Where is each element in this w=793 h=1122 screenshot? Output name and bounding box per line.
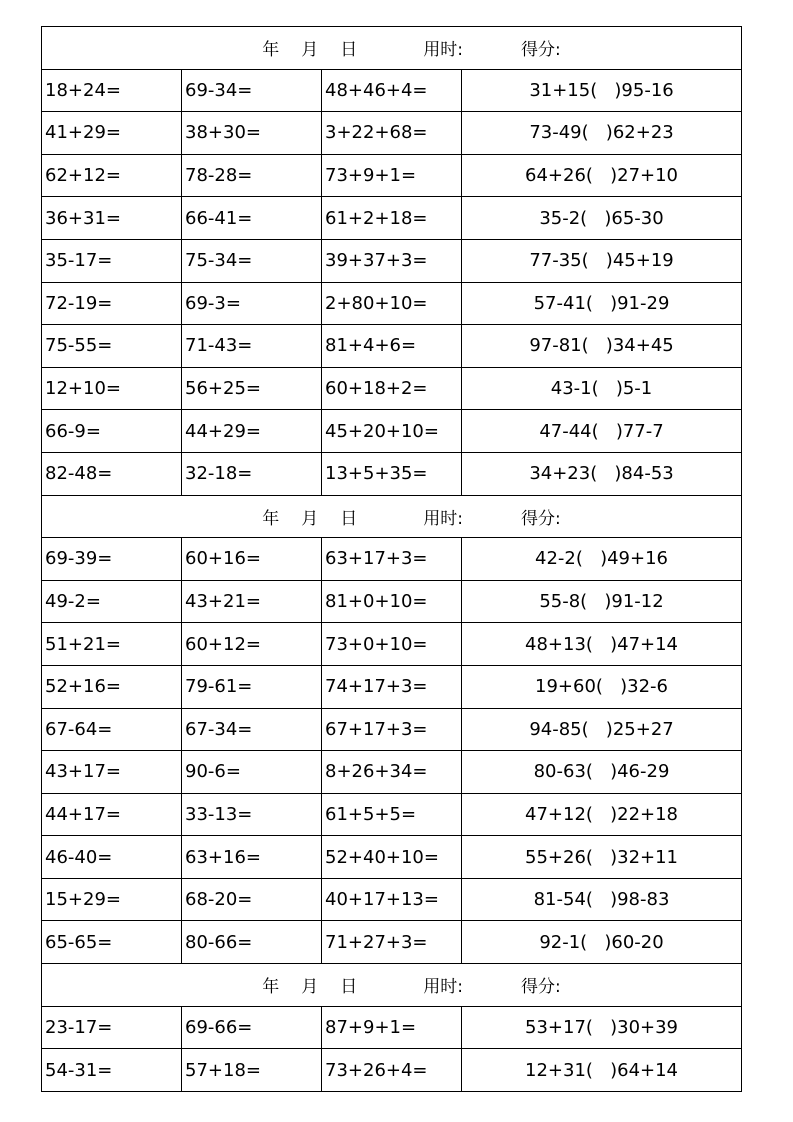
comparison-problem: 35-2( )65-30 bbox=[462, 197, 742, 240]
arithmetic-problem: 69-34= bbox=[182, 69, 322, 112]
header-labels bbox=[262, 35, 560, 60]
arithmetic-problem: 3+22+68= bbox=[322, 112, 462, 155]
arithmetic-problem: 60+16= bbox=[182, 538, 322, 581]
comparison-problem: 53+17( )30+39 bbox=[462, 1006, 742, 1049]
arithmetic-problem: 36+31= bbox=[42, 197, 182, 240]
arithmetic-problem: 43+17= bbox=[42, 751, 182, 794]
arithmetic-problem: 81+4+6= bbox=[322, 325, 462, 368]
arithmetic-problem: 73+0+10= bbox=[322, 623, 462, 666]
date-day-label: 日 bbox=[340, 508, 358, 529]
problem-row bbox=[42, 154, 742, 197]
arithmetic-problem: 74+17+3= bbox=[322, 665, 462, 708]
section-header-row bbox=[42, 27, 742, 70]
time-used-label: 用时: bbox=[423, 508, 464, 529]
date-day-label: 日 bbox=[340, 40, 358, 61]
comparison-problem: 55-8( )91-12 bbox=[462, 580, 742, 623]
problem-row bbox=[42, 708, 742, 751]
arithmetic-problem: 69-39= bbox=[42, 538, 182, 581]
date-month-label: 月 bbox=[301, 977, 319, 998]
worksheet-table bbox=[41, 26, 742, 1092]
arithmetic-problem: 51+21= bbox=[42, 623, 182, 666]
comparison-problem: 94-85( )25+27 bbox=[462, 708, 742, 751]
arithmetic-problem: 60+18+2= bbox=[322, 367, 462, 410]
arithmetic-problem: 39+37+3= bbox=[322, 239, 462, 282]
problem-row bbox=[42, 452, 742, 495]
comparison-problem: 80-63( )46-29 bbox=[462, 751, 742, 794]
comparison-problem: 31+15( )95-16 bbox=[462, 69, 742, 112]
arithmetic-problem: 41+29= bbox=[42, 112, 182, 155]
problem-row bbox=[42, 878, 742, 921]
arithmetic-problem: 66-41= bbox=[182, 197, 322, 240]
arithmetic-problem: 72-19= bbox=[42, 282, 182, 325]
problem-row bbox=[42, 793, 742, 836]
problem-row bbox=[42, 1049, 742, 1092]
arithmetic-problem: 52+40+10= bbox=[322, 836, 462, 879]
arithmetic-problem: 80-66= bbox=[182, 921, 322, 964]
arithmetic-problem: 69-66= bbox=[182, 1006, 322, 1049]
comparison-problem: 77-35( )45+19 bbox=[462, 239, 742, 282]
arithmetic-problem: 15+29= bbox=[42, 878, 182, 921]
time-used-label: 用时: bbox=[423, 977, 464, 998]
arithmetic-problem: 12+10= bbox=[42, 367, 182, 410]
arithmetic-problem: 67-34= bbox=[182, 708, 322, 751]
section-header bbox=[42, 964, 742, 1007]
problem-row bbox=[42, 239, 742, 282]
section-header bbox=[42, 27, 742, 70]
problem-row bbox=[42, 751, 742, 794]
arithmetic-problem: 2+80+10= bbox=[322, 282, 462, 325]
time-used-label: 用时: bbox=[423, 40, 464, 61]
comparison-problem: 19+60( )32-6 bbox=[462, 665, 742, 708]
arithmetic-problem: 18+24= bbox=[42, 69, 182, 112]
comparison-problem: 42-2( )49+16 bbox=[462, 538, 742, 581]
arithmetic-problem: 73+26+4= bbox=[322, 1049, 462, 1092]
arithmetic-problem: 75-34= bbox=[182, 239, 322, 282]
arithmetic-problem: 65-65= bbox=[42, 921, 182, 964]
arithmetic-problem: 71-43= bbox=[182, 325, 322, 368]
date-month-label: 月 bbox=[301, 508, 319, 529]
comparison-problem: 12+31( )64+14 bbox=[462, 1049, 742, 1092]
arithmetic-problem: 73+9+1= bbox=[322, 154, 462, 197]
arithmetic-problem: 35-17= bbox=[42, 239, 182, 282]
arithmetic-problem: 67+17+3= bbox=[322, 708, 462, 751]
arithmetic-problem: 38+30= bbox=[182, 112, 322, 155]
problem-row bbox=[42, 69, 742, 112]
arithmetic-problem: 32-18= bbox=[182, 452, 322, 495]
arithmetic-problem: 87+9+1= bbox=[322, 1006, 462, 1049]
arithmetic-problem: 63+16= bbox=[182, 836, 322, 879]
arithmetic-problem: 62+12= bbox=[42, 154, 182, 197]
problem-row bbox=[42, 623, 742, 666]
arithmetic-problem: 46-40= bbox=[42, 836, 182, 879]
comparison-problem: 55+26( )32+11 bbox=[462, 836, 742, 879]
arithmetic-problem: 78-28= bbox=[182, 154, 322, 197]
date-day-label: 日 bbox=[340, 977, 358, 998]
arithmetic-problem: 23-17= bbox=[42, 1006, 182, 1049]
arithmetic-problem: 49-2= bbox=[42, 580, 182, 623]
problem-row bbox=[42, 538, 742, 581]
arithmetic-problem: 71+27+3= bbox=[322, 921, 462, 964]
arithmetic-problem: 63+17+3= bbox=[322, 538, 462, 581]
arithmetic-problem: 13+5+35= bbox=[322, 452, 462, 495]
comparison-problem: 92-1( )60-20 bbox=[462, 921, 742, 964]
comparison-problem: 34+23( )84-53 bbox=[462, 452, 742, 495]
score-label: 得分: bbox=[521, 977, 561, 998]
problem-row bbox=[42, 1006, 742, 1049]
arithmetic-problem: 54-31= bbox=[42, 1049, 182, 1092]
comparison-problem: 47+12( )22+18 bbox=[462, 793, 742, 836]
date-year-label: 年 bbox=[262, 508, 280, 529]
comparison-problem: 47-44( )77-7 bbox=[462, 410, 742, 453]
problem-row bbox=[42, 282, 742, 325]
comparison-problem: 97-81( )34+45 bbox=[462, 325, 742, 368]
arithmetic-problem: 43+21= bbox=[182, 580, 322, 623]
arithmetic-problem: 57+18= bbox=[182, 1049, 322, 1092]
arithmetic-problem: 44+17= bbox=[42, 793, 182, 836]
score-label: 得分: bbox=[521, 508, 561, 529]
comparison-problem: 81-54( )98-83 bbox=[462, 878, 742, 921]
comparison-problem: 48+13( )47+14 bbox=[462, 623, 742, 666]
problem-row bbox=[42, 410, 742, 453]
comparison-problem: 73-49( )62+23 bbox=[462, 112, 742, 155]
problem-row bbox=[42, 836, 742, 879]
problem-row bbox=[42, 665, 742, 708]
date-month-label: 月 bbox=[301, 40, 319, 61]
date-year-label: 年 bbox=[262, 40, 280, 61]
problem-row bbox=[42, 197, 742, 240]
problem-row bbox=[42, 367, 742, 410]
comparison-problem: 64+26( )27+10 bbox=[462, 154, 742, 197]
problem-row bbox=[42, 112, 742, 155]
section-header-row bbox=[42, 495, 742, 538]
arithmetic-problem: 79-61= bbox=[182, 665, 322, 708]
arithmetic-problem: 75-55= bbox=[42, 325, 182, 368]
section-header-row bbox=[42, 964, 742, 1007]
score-label: 得分: bbox=[521, 40, 561, 61]
arithmetic-problem: 81+0+10= bbox=[322, 580, 462, 623]
header-labels bbox=[262, 972, 560, 997]
arithmetic-problem: 61+5+5= bbox=[322, 793, 462, 836]
arithmetic-problem: 90-6= bbox=[182, 751, 322, 794]
problem-row bbox=[42, 325, 742, 368]
arithmetic-problem: 48+46+4= bbox=[322, 69, 462, 112]
arithmetic-problem: 60+12= bbox=[182, 623, 322, 666]
worksheet bbox=[41, 26, 741, 1092]
arithmetic-problem: 82-48= bbox=[42, 452, 182, 495]
comparison-problem: 57-41( )91-29 bbox=[462, 282, 742, 325]
problem-row bbox=[42, 921, 742, 964]
arithmetic-problem: 69-3= bbox=[182, 282, 322, 325]
arithmetic-problem: 44+29= bbox=[182, 410, 322, 453]
arithmetic-problem: 45+20+10= bbox=[322, 410, 462, 453]
arithmetic-problem: 8+26+34= bbox=[322, 751, 462, 794]
comparison-problem: 43-1( )5-1 bbox=[462, 367, 742, 410]
arithmetic-problem: 67-64= bbox=[42, 708, 182, 751]
arithmetic-problem: 66-9= bbox=[42, 410, 182, 453]
arithmetic-problem: 52+16= bbox=[42, 665, 182, 708]
date-year-label: 年 bbox=[262, 977, 280, 998]
arithmetic-problem: 40+17+13= bbox=[322, 878, 462, 921]
header-labels bbox=[262, 504, 560, 529]
arithmetic-problem: 61+2+18= bbox=[322, 197, 462, 240]
section-header bbox=[42, 495, 742, 538]
arithmetic-problem: 33-13= bbox=[182, 793, 322, 836]
problem-row bbox=[42, 580, 742, 623]
arithmetic-problem: 56+25= bbox=[182, 367, 322, 410]
arithmetic-problem: 68-20= bbox=[182, 878, 322, 921]
